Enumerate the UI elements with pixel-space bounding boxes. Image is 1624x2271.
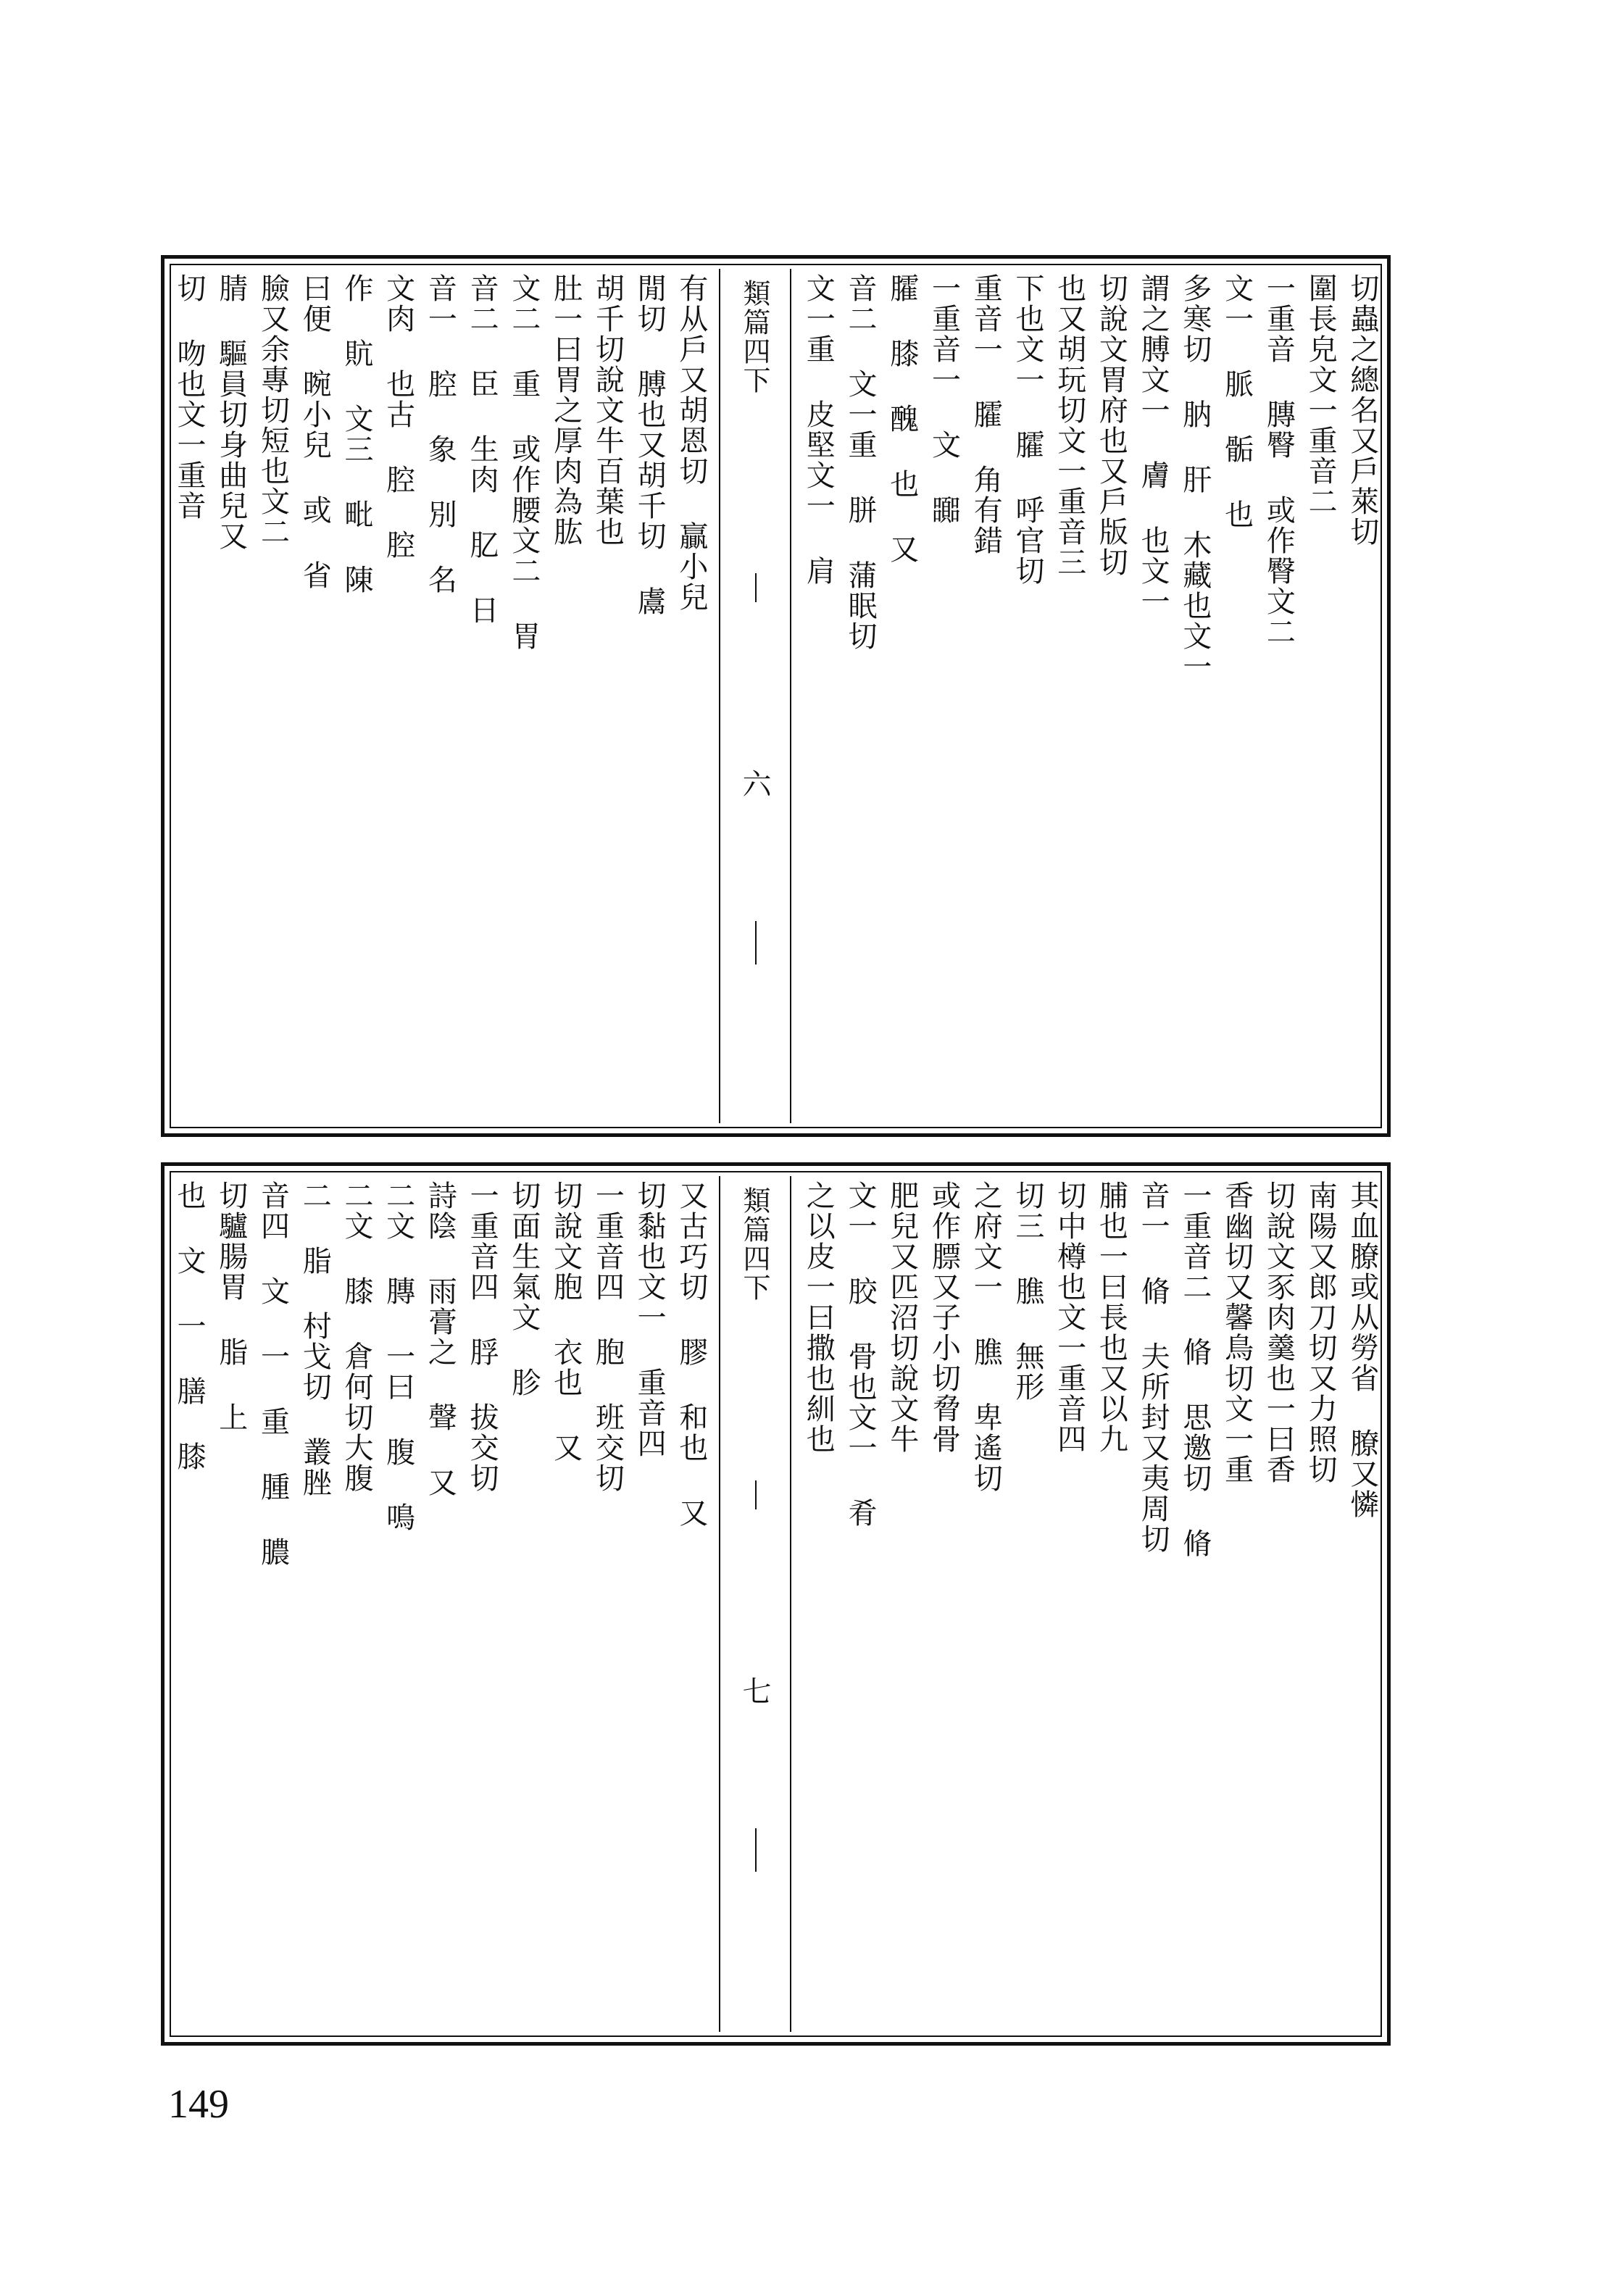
bottom-text-column: 切說文胞 衣也 又 [549,1180,583,1463]
top-text-column: 切 吻也文一重音 [172,273,206,521]
bottom-text-column: 文一 胶 骨也文一 肴 [844,1180,878,1528]
top-text-column: 胡千切說文牛百葉也 [591,273,625,547]
bottom-text-column: 切說文豕肉羹也一曰香 [1262,1180,1296,1485]
bottom-text-column: 一重音四 脬 拔交切 [465,1180,499,1493]
top-text-column: 音二 臣 生肉 肊 日 [465,273,499,625]
lower-page-panel [161,1162,1391,2046]
top-text-column: 下也文一 臛 呼官切 [1010,273,1044,586]
top-text-column: 也又胡玩切文一重音三 [1052,273,1086,578]
top-text-column: 音二 文一重 胼 蒲眠切 [844,273,878,651]
top-text-column: 臛 膝 醜 也 又 [885,273,919,564]
gutter-rule [755,1480,757,1509]
bottom-text-column: 脯也一曰長也又以九 [1094,1180,1128,1454]
top-text-column: 作 貥 文三 毗 陳 [339,273,373,595]
top-text-column: 圍長皃文一重音二 [1304,273,1338,517]
top-gutter-title: 類篇四下 [738,279,771,395]
bottom-text-column: 又古巧切 膠 和也 又 [674,1180,708,1528]
top-text-column: 有从戶又胡恩切 贏小兒 [674,273,708,612]
bottom-text-column: 二文 膝 倉何切大腹 [339,1180,373,1493]
bottom-text-column: 香幽切又馨鳥切文一重 [1220,1180,1254,1485]
top-text-column: 切蟲之總名又戶萊切 [1345,273,1379,547]
top-text-column: 多寒切 肭 肝 木藏也文一 [1178,273,1212,682]
top-text-column: 文一 脈 骺 也 [1220,273,1254,530]
top-text-column: 腈 驅員切身曲兒又 [214,273,248,551]
top-text-column: 謂之膊文一 膚 也文一 [1136,273,1170,617]
gutter-rule [755,921,757,964]
bottom-text-column: 一重音四 胞 班交切 [591,1180,625,1493]
top-text-column: 肚一曰胃之厚肉為肱 [549,273,583,547]
top-text-column: 音一 腔 象 別 名 [423,273,457,595]
bottom-text-column: 詩陰 雨膏之 聲 又 [423,1180,457,1498]
bottom-folio-number: 七 [738,1676,772,1705]
bottom-text-column: 切三 膲 無形 [1010,1180,1044,1402]
bottom-text-column: 一重音二 脩 思邀切 脩 [1178,1180,1212,1559]
bottom-center-gutter [719,1176,791,2032]
top-text-column: 重音一 臛 角有錯 [969,273,1003,556]
gutter-rule [755,1828,757,1872]
top-text-column: 切說文胃府也又戶版切 [1094,273,1128,578]
top-text-column: 文二 重 或作腰文二 胃 [507,273,541,651]
bottom-text-column: 之以皮一曰撒也紃也 [801,1180,836,1454]
bottom-text-column: 之府文一 膲 卑遙切 [969,1180,1003,1493]
top-center-gutter [719,269,791,1123]
bottom-text-column: 肥兒又匹沼切說文牛 [885,1180,919,1454]
lower-text-columns [172,1176,1379,2032]
bottom-text-column: 切中樽也文一重音四 [1052,1180,1086,1454]
bottom-text-column: 二 脂 村戈切 叢脞 [298,1180,332,1498]
bottom-text-column: 切面生氣文 胗 [507,1180,541,1398]
top-text-column: 文一重 皮堅文一 肩 [801,273,836,586]
top-text-column: 閒切 膊也又胡千切 鬳 [633,273,667,617]
top-text-column: 臉又余專切短也文二 [256,273,290,547]
bottom-text-column: 切黏也文一 重音四 [633,1180,667,1459]
bottom-gutter-title: 類篇四下 [738,1186,771,1302]
bottom-text-column: 二文 膞 一曰 腹 鳴 [381,1180,415,1533]
bottom-text-column: 其血膫或从勞省 膫又憐 [1345,1180,1379,1520]
bottom-text-column: 也 文 一 膳 膝 [172,1180,206,1472]
upper-page-panel [161,255,1391,1137]
top-text-column: 一重音 膞臀 或作臀文二 [1262,273,1296,647]
upper-text-columns [172,269,1379,1123]
bottom-text-column: 或作膘又子小切脅骨 [927,1180,961,1454]
bottom-text-column: 音一 脩 夫所封又夷周切 [1136,1180,1170,1554]
gutter-rule [755,573,757,602]
top-folio-number: 六 [738,769,772,798]
top-text-column: 曰便 晼小兒 或 省 [298,273,332,591]
page-number: 149 [168,2082,229,2127]
bottom-text-column: 切驢腸胃 脂 上 [214,1180,248,1433]
bottom-text-column: 音四 文 一 重 腫 膿 [256,1180,290,1567]
top-text-column: 文肉 也古 腔 腔 [381,273,415,560]
top-text-column: 一重音一 文 嚻 [927,273,961,525]
bottom-text-column: 南陽又郎刀切又力照切 [1304,1180,1338,1485]
